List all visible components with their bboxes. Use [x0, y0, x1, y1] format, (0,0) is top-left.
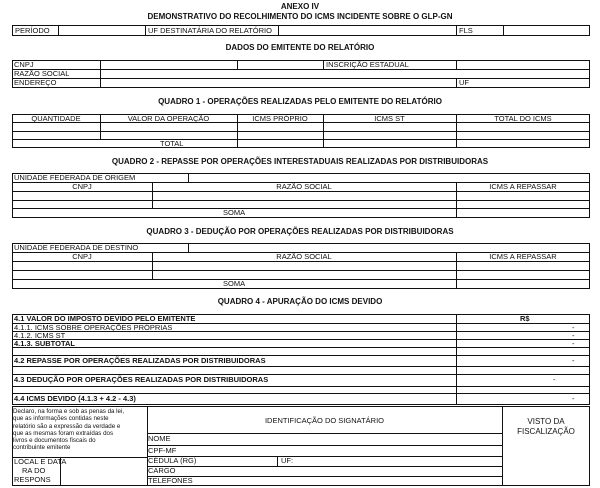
uf-destinataria-label: UF DESTINATÁRIA DO RELATÓRIO [148, 26, 272, 35]
emitente-section-title: DADOS DO EMITENTE DO RELATÓRIO [225, 43, 375, 52]
endereco-label: ENDEREÇO [14, 78, 57, 87]
annex-label: ANEXO IV [280, 2, 320, 11]
q4-row-4-1: 4.1 VALOR DO IMPOSTO DEVIDO PELO EMITENTE [14, 314, 196, 323]
quadro4-title: QUADRO 4 - APURAÇÃO DO ICMS DEVIDO [217, 297, 383, 306]
ident-signatario-title: IDENTIFICAÇÃO DO SIGNATÁRIO [264, 416, 385, 425]
q2-uf-origem-label: UNIDADE FEDERADA DE ORIGEM [14, 173, 136, 182]
inscricao-label: INSCRIÇÃO ESTADUAL [326, 60, 409, 69]
q3-uf-destino-label: UNIDADE FEDERADA DE DESTINO [14, 243, 139, 252]
q3-col-icms-repassar: ICMS A REPASSAR [489, 252, 557, 261]
q2-col-razao-social: RAZÃO SOCIAL [276, 182, 332, 191]
q4-currency-label: R$ [520, 314, 530, 323]
periodo-label: PERÍODO [15, 26, 50, 35]
q1-total-label: TOTAL [160, 139, 184, 148]
q1-col-valor: VALOR DA OPERAÇÃO [127, 114, 210, 123]
cargo-label: CARGO [148, 466, 176, 475]
q4-value-4-1-2: - [572, 331, 575, 340]
q1-col-icms-proprio: ICMS PRÓPRIO [252, 114, 308, 123]
declaration-text: Declaro, na forma e sob as penas da lei, que as informações contidas neste relatório são a expressão da verdade e que as mesmas foram extraídas dos livros e documentos fiscais do contribuinte emitente [13, 408, 125, 452]
signatario-uf-label: UF: [281, 456, 294, 465]
document-title: DEMONSTRATIVO DO RECOLHIMENTO DO ICMS INCIDENTE SOBRE O GLP-GN [147, 12, 453, 21]
visto-line2: FISCALIZAÇÃO [517, 427, 575, 436]
q1-col-quantidade: QUANTIDADE [31, 114, 81, 123]
q2-col-cnpj: CNPJ [72, 182, 92, 191]
emitente-box [12, 60, 590, 88]
local-data-label: LOCAL E DATA [14, 457, 67, 466]
q1-col-icms-st: ICMS ST [374, 114, 405, 123]
ra-do-label: RA DO [22, 466, 46, 475]
q1-col-total-icms: TOTAL DO ICMS [494, 114, 552, 123]
q4-value-4-1-3: - [572, 339, 575, 348]
q4-row-4-3: 4.3 DEDUÇÃO POR OPERAÇÕES REALIZADAS POR DISTRIBUIDORAS [14, 375, 269, 384]
q4-value-4-2: - [572, 356, 575, 365]
quadro3-title: QUADRO 3 - DEDUÇÃO POR OPERAÇÕES REALIZADAS POR DISTRIBUIDORAS [146, 227, 454, 236]
q3-soma-label: SOMA [223, 279, 246, 288]
cedula-label: CÉDULA (RG) [148, 456, 197, 465]
emitente-uf-label: UF [459, 78, 469, 87]
quadro1-title: QUADRO 1 - OPERAÇÕES REALIZADAS PELO EMITENTE DO RELATÓRIO [158, 97, 442, 106]
q4-row-4-1-1: 4.1.1. ICMS SOBRE OPERAÇÕES PRÓPRIAS [14, 323, 173, 332]
cpf-mf-label: CPF-MF [148, 446, 177, 455]
q2-col-icms-repassar: ICMS A REPASSAR [489, 182, 557, 191]
q4-row-4-2: 4.2 REPASSE POR OPERAÇÕES REALIZADAS POR DISTRIBUIDORAS [14, 356, 266, 365]
q4-row-4-1-3: 4.1.3. SUBTOTAL [14, 339, 75, 348]
q3-col-razao-social: RAZÃO SOCIAL [276, 252, 332, 261]
q4-value-4-3: - [553, 375, 556, 384]
q4-row-4-1-2: 4.1.2. ICMS ST [14, 331, 66, 340]
q4-value-4-4: - [572, 394, 575, 403]
visto-line1: VISTO DA [527, 417, 565, 426]
cnpj-label: CNPJ [14, 60, 34, 69]
q3-col-cnpj: CNPJ [72, 252, 92, 261]
q4-row-4-4: 4.4 ICMS DEVIDO (4.1.3 + 4.2 - 4.3) [14, 394, 136, 403]
q4-value-4-1-1: - [572, 323, 575, 332]
respons-label: RESPONS [14, 475, 51, 484]
razao-social-label: RAZÃO SOCIAL [14, 69, 70, 78]
telefones-label: TELEFONES [148, 476, 193, 485]
nome-label: NOME [148, 434, 171, 443]
q2-soma-label: SOMA [223, 208, 246, 217]
quadro2-title: QUADRO 2 - REPASSE POR OPERAÇÕES INTERESTADUAIS REALIZADAS POR DISTRIBUIDORAS [111, 157, 489, 166]
fls-label: FLS [459, 26, 473, 35]
